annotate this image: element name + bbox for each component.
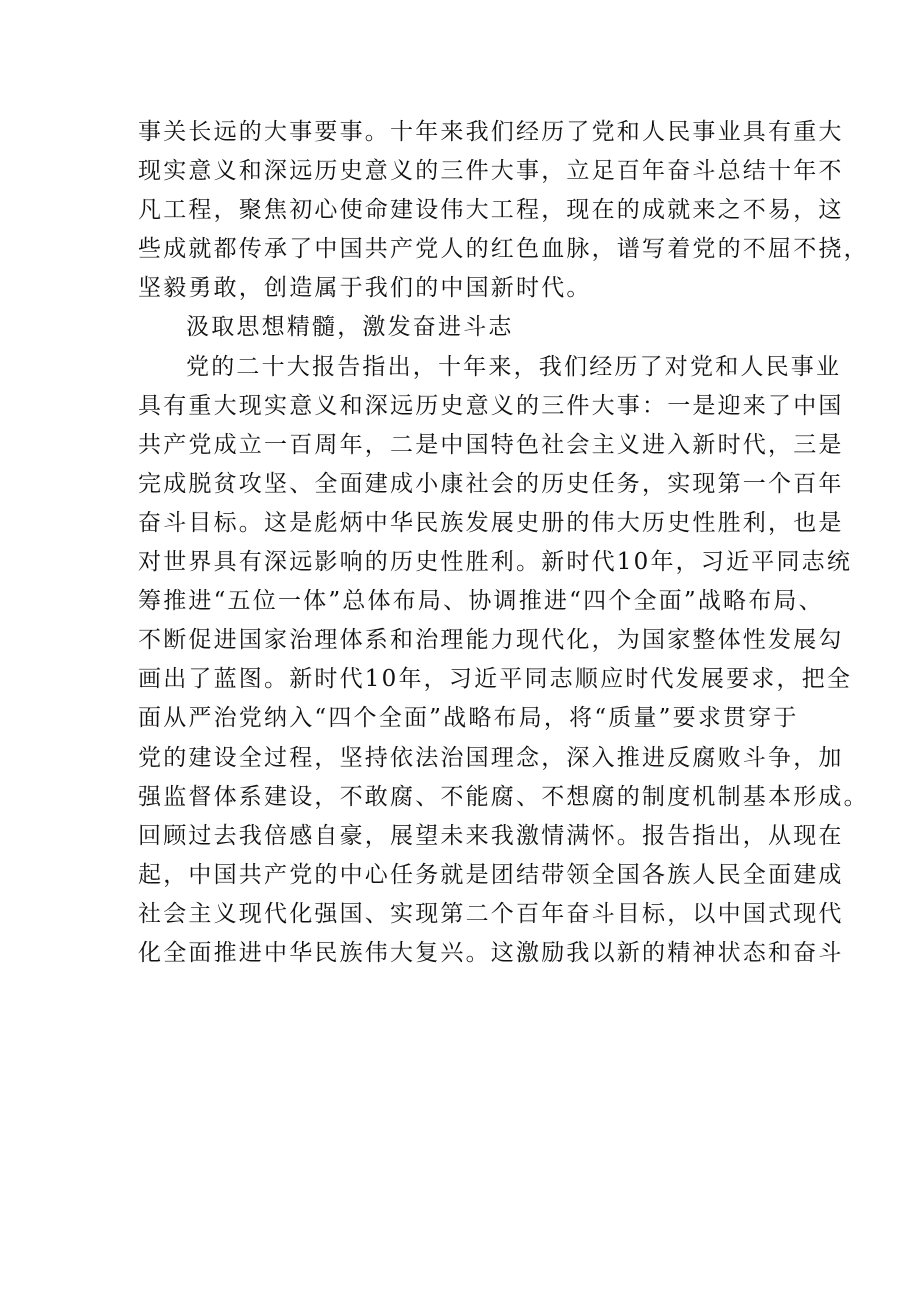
text-line: 对世界具有深远影响的历史性胜利。新时代10年，习近平同志统: [138, 549, 853, 576]
text-line: 奋斗目标。这是彪炳中华民族发展史册的伟大历史性胜利，也是: [138, 509, 844, 536]
text-line: 画出了蓝图。新时代10年，习近平同志顺应时代发展要求，把全: [138, 666, 853, 693]
text-line: 回顾过去我倍感自豪，展望未来我激情满怀。报告指出，从现在: [138, 822, 844, 849]
text-line: 汲取思想精髓，激发奋进斗志: [186, 314, 514, 341]
paragraph: [138, 348, 869, 974]
text-line: 坚毅勇敢，创造属于我们的中国新时代。: [138, 275, 592, 302]
text-line: 事关长远的大事要事。十年来我们经历了党和人民事业具有重大: [138, 119, 844, 145]
paragraph: [138, 308, 806, 347]
text-line: 共产党成立一百周年，二是中国特色社会主义进入新时代，三是: [138, 431, 844, 458]
text-line: 凡工程，聚焦初心使命建设伟大工程，现在的成就来之不易，这: [138, 197, 844, 224]
text-line: 些成就都传承了中国共产党人的红色血脉，谱写着党的不屈不挠，: [138, 236, 869, 263]
text-line: 筹推进“五位一体”总体布局、协调推进“四个全面”战略布局、: [138, 588, 824, 615]
text-line: 社会主义现代化强国、实现第二个百年奋斗目标，以中国式现代: [138, 900, 844, 927]
paragraph: [138, 113, 869, 308]
text-line: 不断促进国家治理体系和治理能力现代化，为国家整体性发展勾: [138, 627, 844, 654]
document-body: [138, 113, 869, 973]
text-line: 面从严治党纳入“四个全面”战略布局，将“质量”要求贯穿于: [138, 705, 799, 732]
text-line: 强监督体系建设，不敢腐、不能腐、不想腐的制度机制基本形成。: [138, 783, 869, 810]
text-line: 具有重大现实意义和深远历史意义的三件大事：一是迎来了中国: [138, 392, 844, 419]
text-line: 化全面推进中华民族伟大复兴。这激励我以新的精神状态和奋斗: [138, 939, 844, 966]
text-line: 现实意义和深远历史意义的三件大事，立足百年奋斗总结十年不: [138, 158, 844, 185]
text-line: 起，中国共产党的中心任务就是团结带领全国各族人民全面建成: [138, 861, 844, 888]
text-line: 完成脱贫攻坚、全面建成小康社会的历史任务，实现第一个百年: [138, 470, 844, 497]
text-line: 党的建设全过程，坚持依法治国理念，深入推进反腐败斗争，加: [138, 744, 844, 771]
text-line: 党的二十大报告指出，十年来，我们经历了对党和人民事业: [186, 353, 842, 380]
